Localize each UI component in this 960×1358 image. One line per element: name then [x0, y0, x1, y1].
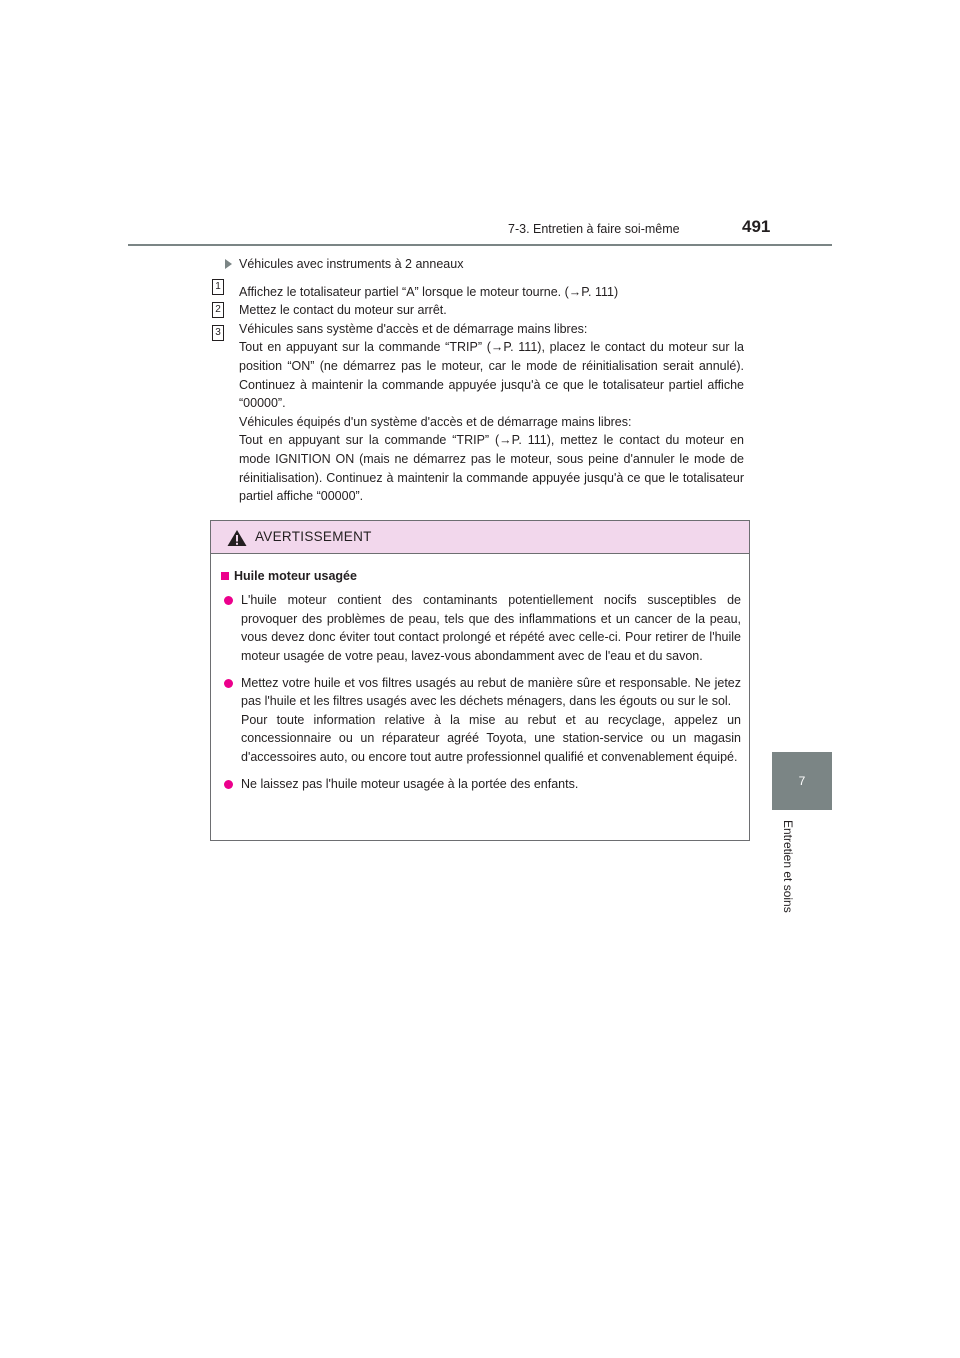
warning-bullet-text: L'huile moteur contient des contaminants potentiellement nocifs susceptibles de provoquer des problèmes de peau, tels que des inflammations et un cancer de la peau, vous devez donc éviter tout contact prolongé et répété avec celle-ci. Pour retirer de l'huile moteur usagée de votre peau, lavez-vous abondamment avec de l'eau et du savon.	[241, 593, 741, 663]
warning-title: AVERTISSEMENT	[255, 529, 372, 544]
warning-bullet	[221, 775, 741, 793]
procedure-content	[239, 255, 744, 506]
page-number: 491	[742, 217, 771, 236]
chapter-title: Entretien et soins	[781, 820, 795, 913]
warning-bullet-text: Mettez votre huile et vos filtres usagés au rebut de manière sûre et responsable. Ne jetez pas l'huile et les filtres usagés avec les déchets ménagers, dans les égouts ou sur le sol.	[241, 676, 741, 709]
step-2-text: Mettez le contact du moteur sur arrêt.	[239, 303, 447, 318]
warning-body	[211, 554, 749, 793]
subheading	[225, 255, 744, 274]
chapter-tab	[772, 752, 832, 810]
warning-subheading-text: Huile moteur usagée	[234, 569, 357, 583]
warning-triangle-icon	[227, 529, 247, 547]
square-bullet-icon	[221, 572, 229, 580]
warning-bullet-text: Ne laissez pas l'huile moteur usagée à la portée des enfants.	[241, 777, 579, 792]
round-bullet-icon	[224, 679, 233, 688]
chapter-number: 7	[798, 774, 806, 788]
warning-bullet-extra: Pour toute information relative à la mise au rebut et au recyclage, appelez un concessionnaire ou un réparateur agréé Toyota, une station-service ou un magasin d'accessoires auto, ou encore tout autre professionnel qualifié et convenablement équipé.	[241, 712, 741, 764]
step-3-alt-heading: Véhicules équipés d'un système d'accès et de démarrage mains libres:	[239, 414, 632, 429]
warning-subheading	[221, 567, 741, 585]
warning-bullet	[221, 674, 741, 766]
warning-box	[210, 520, 750, 841]
step-number-box: 3	[212, 325, 224, 341]
triangle-marker-icon	[225, 259, 232, 269]
round-bullet-icon	[224, 596, 233, 605]
step-1-text: Affichez le totalisateur partiel “A” lorsque le moteur tourne. (→P. 111)	[239, 284, 619, 299]
subheading-text: Véhicules avec instruments à 2 anneaux	[239, 257, 464, 271]
warning-header	[211, 521, 749, 554]
step-number-box: 2	[212, 302, 224, 318]
section-title: 7-3. Entretien à faire soi-même	[508, 222, 680, 236]
header-divider	[128, 244, 832, 246]
round-bullet-icon	[224, 780, 233, 789]
step-3-alt-detail: Tout en appuyant sur la commande “TRIP” (→P. 111), mettez le contact du moteur en mode IGNITION ON (mais ne démarrez pas le moteur, sous peine d'annuler le mode de réinitialisation). Continuez à maintenir la commande appuyée jusqu'à ce que le totalisateur partiel affiche “00000”.	[239, 433, 744, 504]
step-number-box: 1	[212, 279, 224, 295]
step-3-heading: Véhicules sans système d'accès et de démarrage mains libres:	[239, 321, 588, 336]
warning-bullet	[221, 591, 741, 665]
step-3-detail: Tout en appuyant sur la commande “TRIP” (→P. 111), placez le contact du moteur sur la position “ON” (ne démarrez pas le moteur, car le mode de réinitialisation serait annulé). Continuez à maintenir la commande appuyée jusqu'à ce que le totalisateur partiel affiche “00000”.	[239, 340, 744, 411]
